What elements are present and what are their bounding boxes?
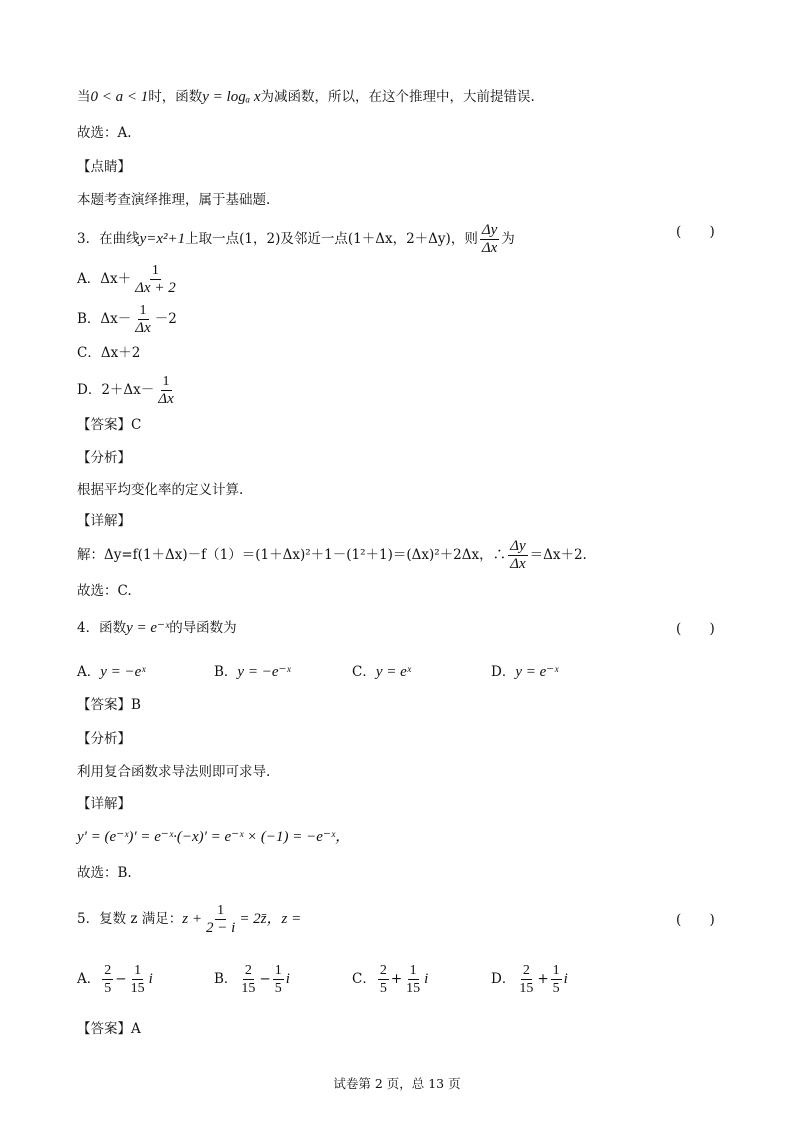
q3-option-a: A．Δx＋ $\frac{1}{\Delta x + 2}$ [77,263,176,296]
q3-option-c: C．Δx＋2 [77,345,141,361]
q4-solution-heading: 【详解】 [77,796,131,812]
q4-option-b: B．y = −e⁻ˣ [214,664,291,680]
q3-answer-paren: ( ) [676,224,727,240]
q3-choose: 故选：C. [77,583,132,599]
q5-option-c: C． $\frac{2}{5}$ + $\frac{1}{15}$ i [352,963,429,996]
dianjing-text: 本题考查演绎推理，属于基础题. [77,192,271,208]
intro-line: 当0 < a < 1时，函数y = logₐ x为减函数，所以，在这个推理中，大前提错误. [77,89,535,105]
q3-solution-heading: 【详解】 [77,513,131,529]
q3-solution: 解：Δy=f(1＋Δx)－f（1）＝(1＋Δx)²＋1－(1²＋1)＝(Δx)²＋2Δx，∴ $\frac{\Delta y}{\Delta x}$ ＝Δx＋2. [77,538,587,572]
q3-ratio-fraction: $\frac{\Delta y}{\Delta x}$ [481,222,498,256]
q3-option-b: B．Δx－ $\frac{1}{\Delta x}$ －2 [77,303,177,336]
q5-option-a: A． $\frac{2}{5}$ − $\frac{1}{15}$ i [77,963,153,996]
q5-option-b: B． $\frac{2}{15}$ − $\frac{1}{5}$ i [214,963,290,996]
q4-stem: 4．函数y = e⁻ˣ的导函数为 [77,620,237,636]
q3-analysis-heading: 【分析】 [77,450,131,466]
q4-analysis-heading: 【分析】 [77,731,131,747]
q4-analysis-text: 利用复合函数求导法则即可求导. [77,764,271,780]
q3-curve: y=x²+1 [139,231,186,247]
q3-option-d: D．2＋Δx－ $\frac{1}{\Delta x}$ [77,374,174,407]
intro-condition: 0 < a < 1 [90,89,149,105]
q4-solution: y′ = (e⁻ˣ)′ = e⁻ˣ·(−x)′ = e⁻ˣ × (−1) = −e⁻ˣ， [77,829,351,845]
q4-answer: 【答案】B [77,697,141,713]
q5-stem: 5．复数 z 满足：z + $\frac{1}{2 - i}$ = 2z̄，z = [77,903,302,936]
q5-answer-paren: ( ) [676,912,727,928]
q4-choose: 故选：B. [77,865,132,881]
q4-function: y = e⁻ˣ [126,620,170,636]
q5-option-d: D． $\frac{2}{15}$ + $\frac{1}{5}$ i [491,963,568,996]
intro-function: y = logₐ x [202,89,261,105]
q3-answer: 【答案】C [77,417,142,433]
q4-option-a: A．y = −eˣ [77,664,146,680]
q4-option-c: C．y = eˣ [352,664,412,680]
q4-option-d: D．y = e⁻ˣ [491,664,559,680]
q3-stem: 3．在曲线y=x²+1上取一点(1，2)及邻近一点(1＋Δx，2＋Δy)，则 $\frac{\Delta y}{\Delta x}$ 为 [77,222,515,256]
page-footer: 试卷第 2 页，总 13 页 [333,1076,461,1091]
choose-line: 故选：A. [77,125,132,141]
q3-analysis-text: 根据平均变化率的定义计算. [77,482,244,498]
q5-answer: 【答案】A [77,1021,141,1037]
q4-answer-paren: ( ) [676,621,727,637]
dianjing-heading: 【点睛】 [77,159,131,175]
